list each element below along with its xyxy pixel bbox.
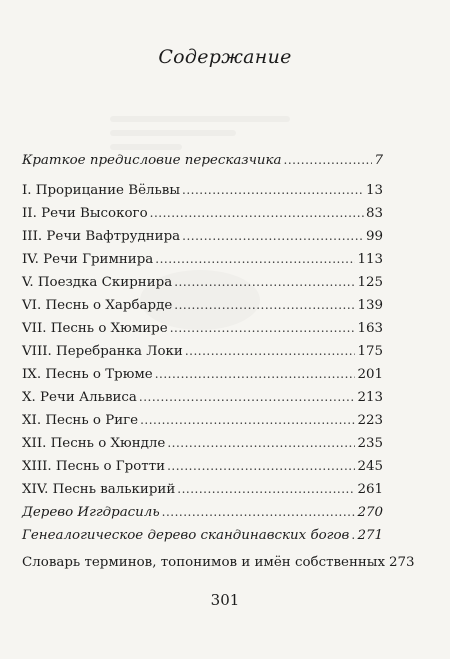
toc-dot-leader: [174, 272, 355, 292]
toc-dot-leader: [170, 318, 356, 338]
toc-dot-leader: [182, 226, 364, 246]
toc-entry-page: 271: [357, 528, 383, 543]
toc-entry-title: IV. Речи Гримнира: [22, 252, 154, 267]
toc-entry-title: XI. Песнь о Риге: [22, 413, 139, 428]
toc-dot-leader: [167, 456, 355, 476]
toc-entry-page: 163: [357, 321, 383, 336]
toc-entry-page: 235: [357, 436, 383, 451]
toc-dot-leader: [150, 203, 364, 223]
toc-entry-page: 7: [374, 153, 383, 168]
toc-entry: [22, 318, 383, 338]
toc-entry-page: 273: [389, 555, 415, 570]
toc-entry-page: 245: [357, 459, 383, 474]
toc-entry-title: V. Поездка Скирнира: [22, 275, 173, 290]
toc-entry-page: 125: [357, 275, 383, 290]
toc-entry-page: 113: [357, 252, 383, 267]
toc-entry-title: Словарь терминов, топонимов и имён собственных: [22, 555, 385, 570]
toc-entry: [22, 295, 383, 315]
toc-entry-page: 13: [365, 183, 383, 198]
toc-entry-title: IX. Песнь о Трюме: [22, 367, 153, 382]
toc-entry: [22, 150, 383, 170]
toc-entry-title: VIII. Перебранка Локи: [22, 344, 183, 359]
toc-entry-page: 270: [357, 505, 383, 520]
toc-entry-page: 261: [357, 482, 383, 497]
toc-entry: [22, 272, 383, 292]
toc-entry: [22, 226, 383, 246]
toc-dot-leader: [155, 249, 355, 269]
toc-entry-title: VI. Песнь о Харбарде: [22, 298, 173, 313]
toc-entry-page: 213: [357, 390, 383, 405]
toc-entry-title: Дерево Иггдрасиль: [22, 505, 160, 520]
toc-entry: [22, 180, 383, 200]
toc-entry-page: 223: [357, 413, 383, 428]
toc-dot-leader: [284, 150, 373, 170]
toc-dot-leader: [139, 387, 356, 407]
toc-entry: [22, 456, 383, 476]
toc-entry-title: XII. Песнь о Хюндле: [22, 436, 166, 451]
page-title: Содержание: [158, 46, 292, 68]
toc-entry-page: 201: [357, 367, 383, 382]
toc-entry: [22, 525, 383, 545]
toc-entry-title: XIV. Песнь валькирий: [22, 482, 176, 497]
toc-entry: [22, 364, 383, 384]
toc-dot-leader: [155, 364, 356, 384]
toc-entry-title: Краткое предисловие пересказчика: [22, 153, 282, 168]
toc-entry-title: VII. Песнь о Хюмире: [22, 321, 168, 336]
toc-entry: [22, 341, 383, 361]
page-number: 301: [210, 591, 240, 609]
toc-entry-page: 99: [365, 229, 383, 244]
toc-entry-title: X. Речи Альвиса: [22, 390, 137, 405]
toc-dot-leader: [140, 410, 355, 430]
toc-entry-page: 175: [357, 344, 383, 359]
toc-entry-title: I. Прорицание Вёльвы: [22, 183, 180, 198]
toc-dot-leader: [174, 295, 355, 315]
toc-entry: [22, 552, 415, 572]
toc-dot-leader: [351, 525, 355, 545]
toc-entry-page: 83: [365, 206, 383, 221]
toc-entry-title: XIII. Песнь о Гротти: [22, 459, 166, 474]
toc-entry-title: III. Речи Вафтруднира: [22, 229, 181, 244]
toc-entry-title: Генеалогическое дерево скандинавских богов: [22, 528, 350, 543]
toc-dot-leader: [182, 180, 364, 200]
toc-dot-leader: [167, 433, 355, 453]
toc-entry: [22, 479, 383, 499]
toc-entry-title: II. Речи Высокого: [22, 206, 148, 221]
toc-entry: [22, 249, 383, 269]
toc-entry: [22, 387, 383, 407]
toc-entry: [22, 433, 383, 453]
toc-entry: [22, 203, 383, 223]
toc-dot-leader: [177, 479, 355, 499]
toc-dot-leader: [162, 502, 356, 522]
toc-entry: [22, 410, 383, 430]
toc-dot-leader: [185, 341, 356, 361]
toc-entry-page: 139: [357, 298, 383, 313]
toc-entry: [22, 502, 383, 522]
